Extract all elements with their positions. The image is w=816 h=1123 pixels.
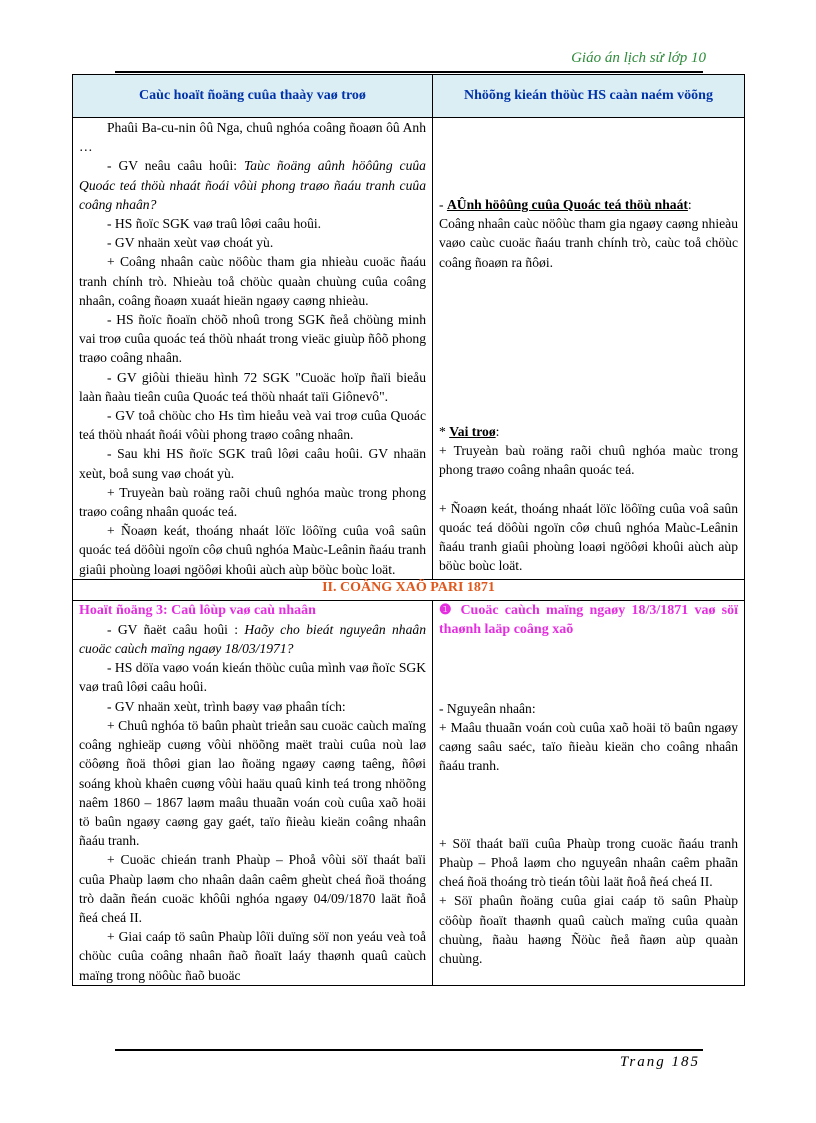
cause-text-2: + Söï thaát baïi cuûa Phaùp trong cuoäc ñaáu tranh Phaùp – Phoå laøm cho nguyeân nhaân caêm phaãn cheá ñoä thoáng trò tieán tôùi laät ñoå ñeá cheá II. [439, 835, 738, 890]
section-row [73, 579, 745, 600]
text-line: - GV ñaët caâu hoûi : Haõy cho bieát nguyeân nhaân cuoäc caùch maïng ngaøy 18/03/1971? [79, 621, 426, 657]
revolution-heading: ❶ Cuoäc caùch maïng ngaøy 18/3/1871 vaø söï thaønh laäp coâng xaõ [439, 602, 738, 637]
row1-left-cell [73, 118, 433, 580]
lesson-table [72, 74, 745, 986]
text-line: + Ñoaøn keát, thoáng nhaát löïc löôïng cuûa voâ saûn quoác teá döôùi ngoïn côø chuû nghóa Maùc-Leânin ñaáu tranh giaûi phoùng loaøi ngöôøi khoûi aùch aùp böùc boùc loät. [79, 523, 426, 577]
section-title: II. COÂNG XAÕ PARI 1871 [73, 579, 745, 600]
text-line: - GV toå chöùc cho Hs tìm hieåu veà vai troø cuûa Quoác teá thöù nhaát ñoái vôùi phong traøo coâng nhaân. [79, 408, 426, 443]
table-header-row [73, 75, 745, 118]
role-text-2: + Ñoaøn keát, thoáng nhaát löïc löôïng cuûa voâ saûn quoác teá döôùi ngoïn côø chuû nghóa Maùc-Leânin ñaáu tranh giaûi phoùng loaøi ngöôøi khoûi aùch aùp böùc boùc loät. [439, 500, 738, 574]
text-line: + Cuoäc chieán tranh Phaùp – Phoå vôùi söï thaát baïi cuûa Phaùp laøm cho nhaân daân caêm gheùt cheá ñoä thoáng trò daãn ñeán cuoäc khôûi nghóa ngaøy 04/09/1870 laät ñoå ñeá cheá II. [79, 852, 426, 925]
text-line: - HS ñoïc ñoaïn chöõ nhoû trong SGK ñeå chöùng minh vai troø cuûa quoác teá thöù nhaát trong vieäc giuùp ñôõ phong traøo coâng nhaân. [79, 312, 426, 366]
text-line: + Truyeàn baù roäng raõi chuû nghóa maùc trong phong traøo coâng nhaân quoác teá. [79, 484, 426, 520]
table-row-2 [73, 600, 745, 985]
row2-left-cell [73, 600, 433, 985]
col-right-header: Nhöõng kieán thöùc HS caàn naém vöõng [433, 75, 745, 118]
footer-rule [115, 1049, 703, 1051]
row2-right-cell [433, 600, 745, 985]
text-line: - GV giôùi thieäu hình 72 SGK "Cuoäc hoïp ñaïi bieåu laàn ñaàu tieân cuûa Quoác teá thöù nhaát taïi Giônevô". [79, 369, 426, 404]
bullet-icon: ❶ [439, 602, 455, 618]
text-line: - GV neâu caâu hoûi: Taùc ñoäng aûnh höôûng cuûa Quoác teá thöù nhaát ñoái vôùi phong traøo ñaáu tranh cuûa coâng nhaân? [79, 158, 426, 212]
text-line: Phaûi Ba-cu-nin ôû Nga, chuû nghóa coâng ñoaøn ôû Anh … [79, 120, 426, 155]
influence-heading: - AÛnh höôûng cuûa Quoác teá thöù nhaát: [439, 197, 692, 212]
cause-text-3: + Söï phaûn ñoäng cuûa giai caáp tö saûn Phaùp cöôùp ñoaït thaønh quaû caùch maïng cuûa quaàn chuùng, ñaàu haøng Ñöùc ñeå ñaøn aùp quaàn chuùng. [439, 893, 738, 966]
table-row-1 [73, 118, 745, 580]
text-line: + Coâng nhaân caùc nöôùc tham gia nhieàu cuoäc ñaáu tranh chính trò. Nhieàu toå chöùc quaàn chuùng cuûa coâng nhaân, coâng ñoaøn xuaát hieän ngaøy caøng nhieàu. [79, 254, 426, 308]
text-line: - GV nhaän xeùt, trình baøy vaø phaân tích: [107, 698, 346, 714]
text-line: + Giai caáp tö saûn Phaùp lôïi duïng söï non yeáu veà toå chöùc cuûa coâng nhaân ñaõ ñoaït laáy thaønh quaû caùch maïng trong nöôùc ñaõ buoäc [79, 929, 426, 983]
page-header-title: Giáo án lịch sử lớp 10 [571, 50, 706, 66]
cause-label: - Nguyeân nhaân: [439, 700, 536, 716]
text-line: - GV nhaän xeùt vaø choát yù. [107, 235, 274, 251]
header-rule [115, 71, 703, 73]
role-heading: * Vai troø: [439, 423, 500, 439]
text-line: - Sau khi HS ñoïc SGK traû lôøi caâu hoûi. GV nhaän xeùt, boå sung vaø choát yù. [79, 446, 426, 481]
row1-right-cell [433, 118, 745, 580]
question-italic: Haõy cho bieát nguyeân nhaân cuoäc caùch maïng ngaøy 18/03/1971? [79, 621, 426, 657]
influence-text: Coâng nhaân caùc nöôùc tham gia ngaøy caøng nhieàu vaøo caùc cuoäc ñaáu tranh chính trò, caùc toå chöùc coâng ñoaøn ra ñôøi. [439, 216, 738, 270]
text-line: + Chuû nghóa tö baûn phaùt trieån sau cuoäc caùch maïng coâng nghieäp cuøng vôùi nhöõng maët traùi cuûa noù laø cöôøng ñoä thôøi gian lao ñoäng ngaøy caøng taêng, ñôøi soáng khoù khaên cuøng vôùi haäu quaû kinh teá trong nhöõng naêm 1860 – 1867 laøm maâu thuaãn voán coù cuûa xaõ hoäi tö baûn ngaøy caøng gay gaét, taïo ñieàu kieän coâng nhaân ñaáu tranh. [79, 717, 426, 849]
col-left-header: Caùc hoaït ñoäng cuûa thaày vaø troø [73, 75, 433, 118]
page-number: Trang 185 [619, 1054, 700, 1070]
cause-text-1: + Maâu thuaãn voán coù cuûa xaõ hoäi tö baûn ngaøy caøng saâu saéc, taïo ñieàu kieän cho coâng nhaân ñaáu tranh. [439, 720, 738, 774]
question-italic: Taùc ñoäng aûnh höôûng cuûa Quoác teá thöù nhaát ñoái vôùi phong traøo ñaáu tranh cuûa coâng nhaân? [79, 158, 426, 212]
role-text-1: + Truyeàn baù roäng raõi chuû nghóa maùc trong phong traøo coâng nhaân quoác teá. [439, 443, 738, 478]
text-line: - HS döïa vaøo voán kieán thöùc cuûa mình vaø ñoïc SGK vaø traû lôøi caâu hoûi. [79, 660, 427, 695]
activity-heading: Hoaït ñoäng 3: Caû lôùp vaø caù nhaân [79, 602, 316, 618]
text-line: - HS ñoïc SGK vaø traû lôøi caâu hoûi. [107, 216, 322, 232]
